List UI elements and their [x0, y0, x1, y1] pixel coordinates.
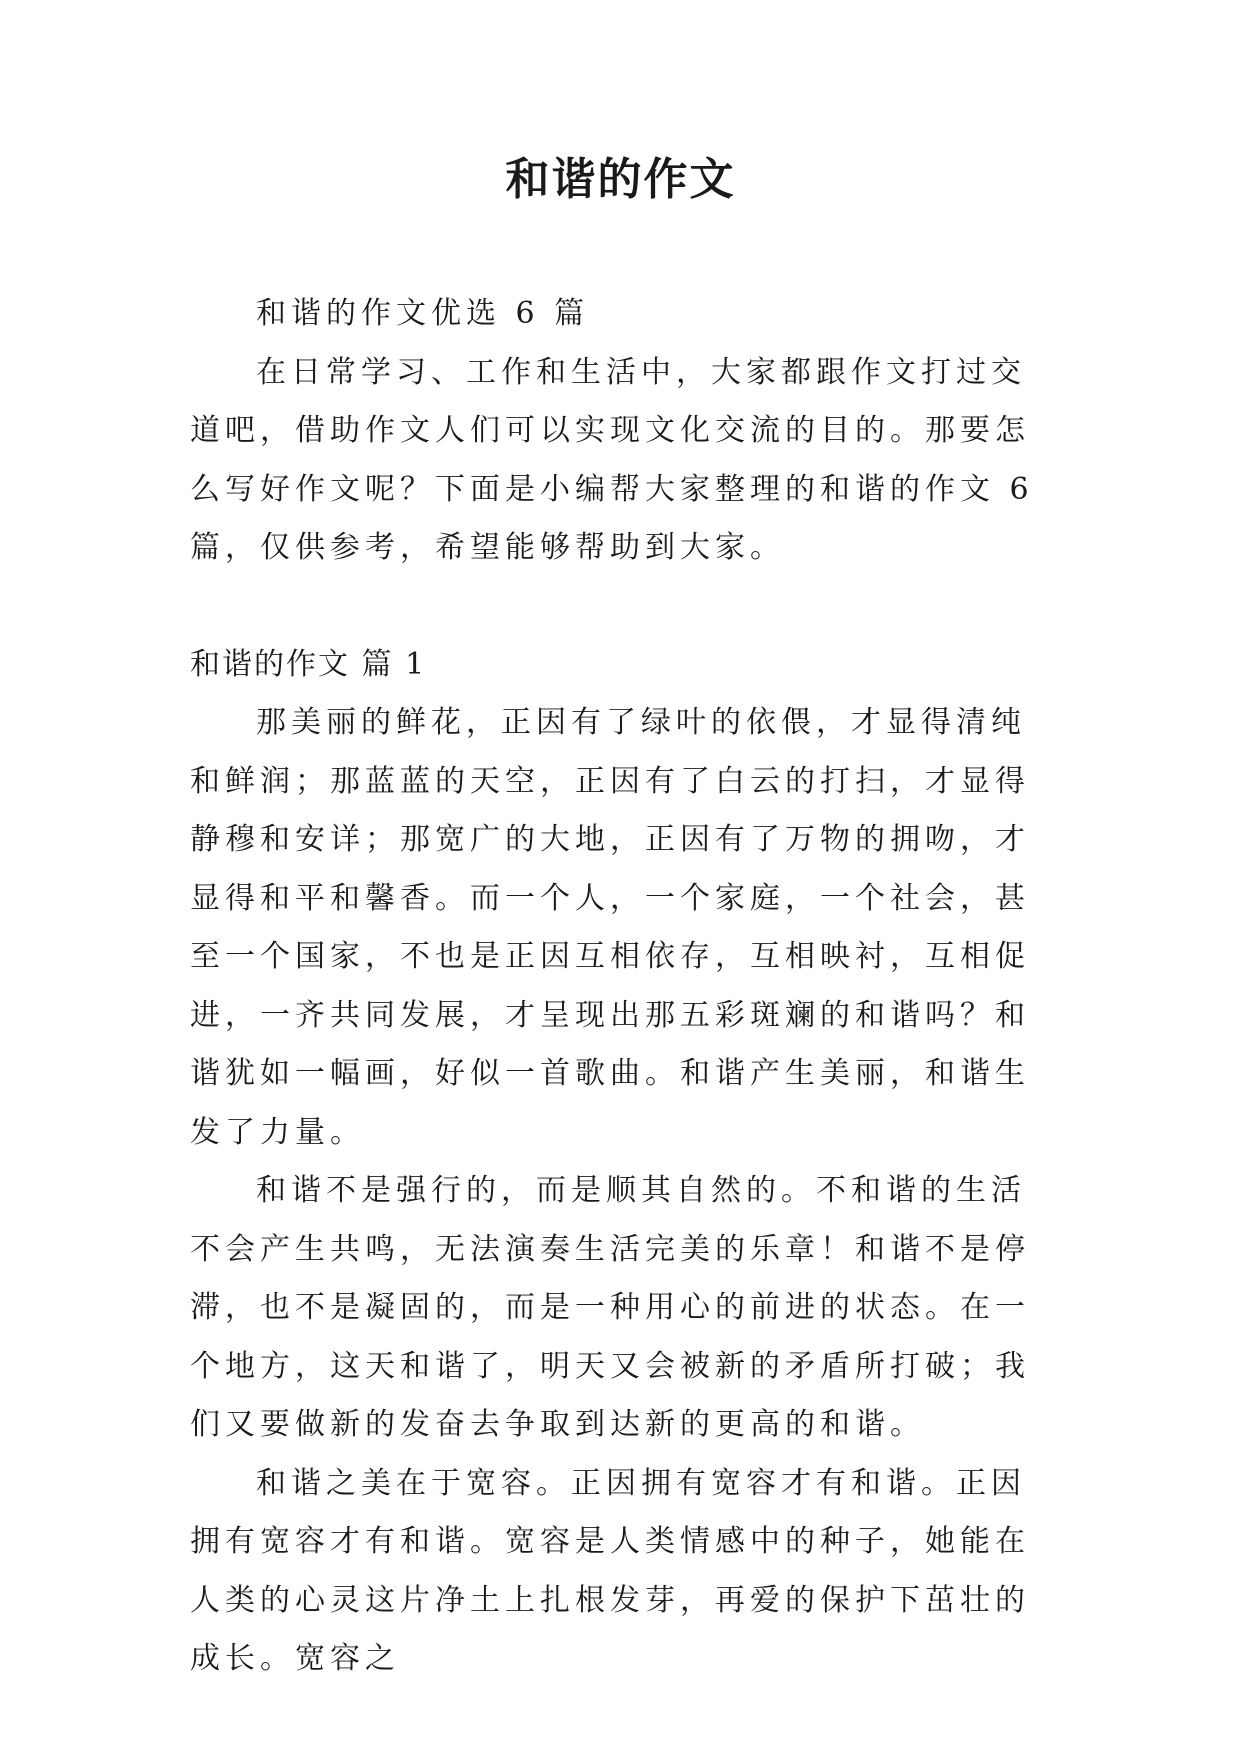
intro-paragraph: 在日常学习、工作和生活中，大家都跟作文打过交道吧，借助作文人们可以实现文化交流的目的。那要怎么写好作文呢？下面是小编帮大家整理的和谐的作文 6 篇，仅供参考，希望能够帮助到大家。: [190, 354, 1034, 565]
page-title: 和谐的作文: [505, 154, 736, 205]
body-paragraph-3: 和谐之美在于宽容。正因拥有宽容才有和谐。正因拥有宽容才有和谐。宽容是人类情感中的种子，她能在人类的心灵这片净土上扎根发芽，再爱的保护下茁壮的成长。宽容之: [190, 1465, 1030, 1676]
body-paragraph-1: 那美丽的鲜花，正因有了绿叶的依偎，才显得清纯和鲜润；那蓝蓝的天空，正因有了白云的打扫，才显得静穆和安详；那宽广的大地，正因有了万物的拥吻，才显得和平和馨香。而一个人，一个家庭，一个社会，甚至一个国家，不也是正因互相依存，互相映衬，互相促进，一齐共同发展，才呈现出那五彩斑斓的和谐吗？和谐犹如一幅画，好似一首歌曲。和谐产生美丽，和谐生发了力量。: [190, 705, 1030, 1150]
body-paragraph-2: 和谐不是强行的，而是顺其自然的。不和谐的生活不会产生共鸣，无法演奏生活完美的乐章！和谐不是停滞，也不是凝固的，而是一种用心的前进的状态。在一个地方，这天和谐了，明天又会被新的矛盾所打破；我们又要做新的发奋去争取到达新的更高的和谐。: [190, 1173, 1030, 1442]
document-subtitle: 和谐的作文优选 6 篇: [256, 296, 590, 331]
document-body: [190, 285, 1055, 1689]
section-heading: 和谐的作文 篇 1: [190, 646, 427, 682]
